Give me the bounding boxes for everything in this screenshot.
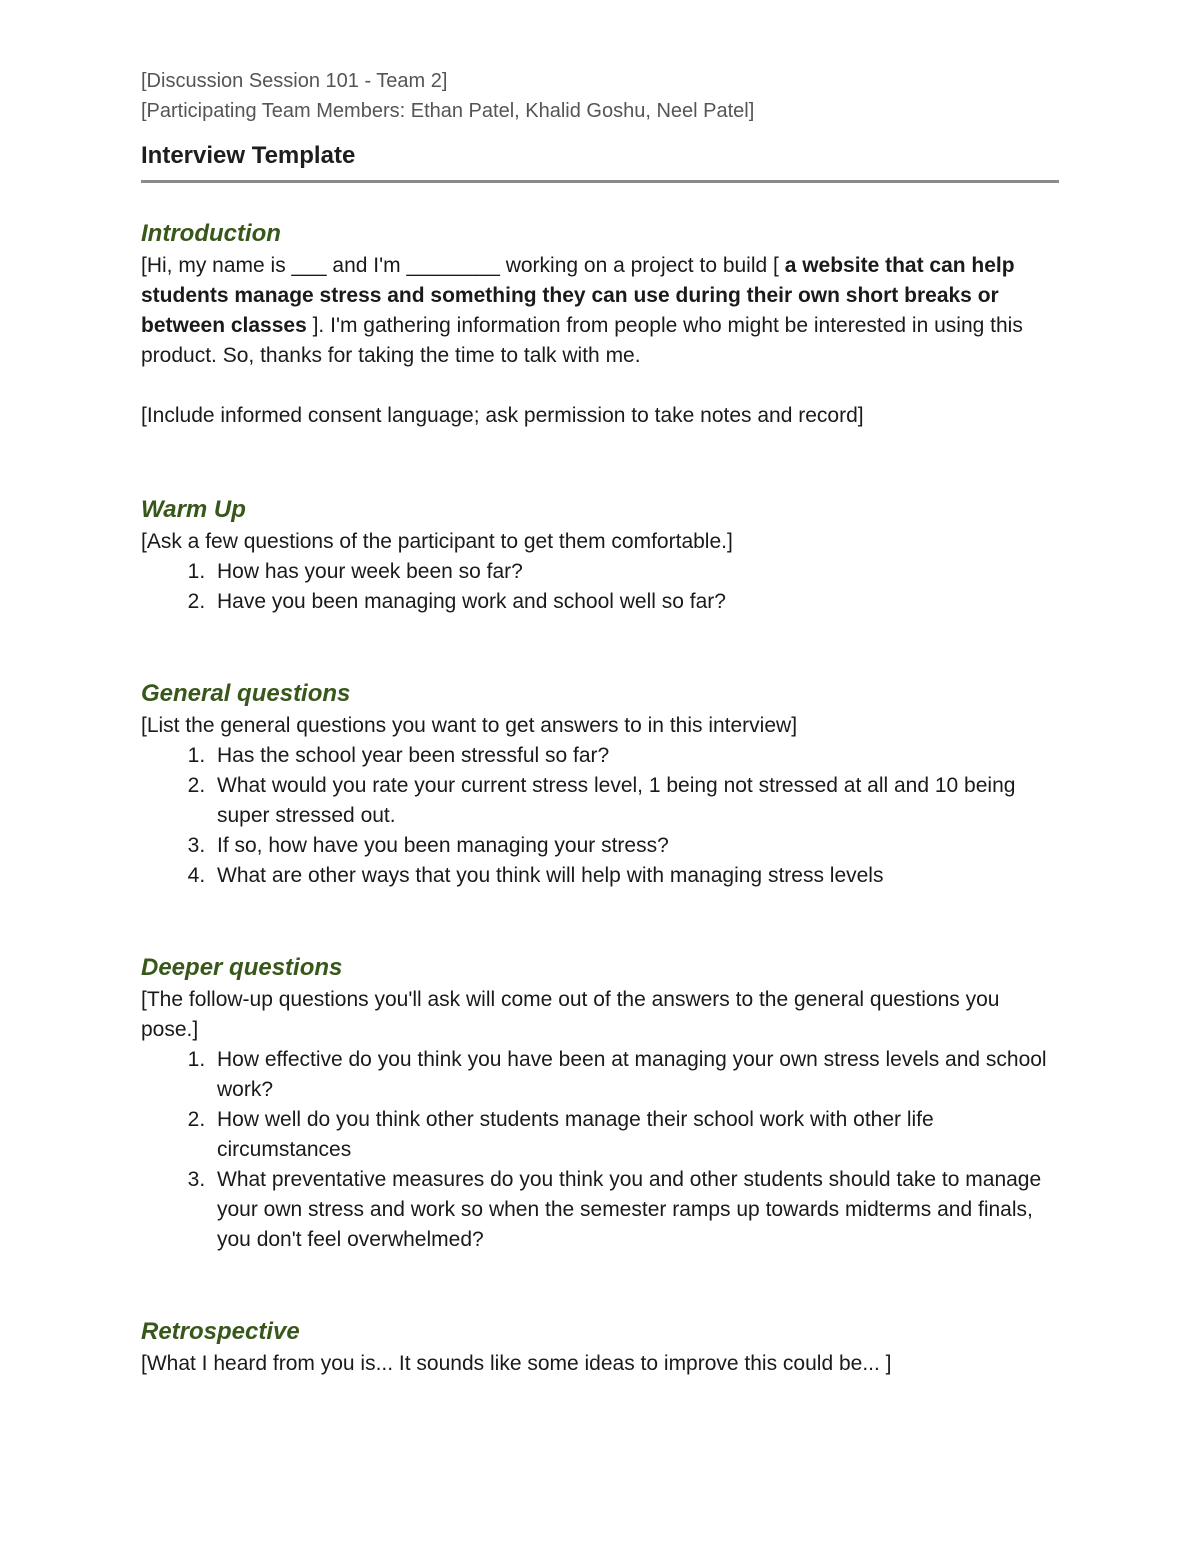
title-divider: [141, 180, 1059, 183]
warm-up-section: [141, 493, 1059, 617]
introduction-suffix: ]. I'm gathering information from people who might be interested in using this product. So, thanks for taking the time to talk with me.: [141, 314, 1023, 367]
team-members-line: [Participating Team Members: Ethan Patel, Khalid Goshu, Neel Patel]: [141, 100, 755, 122]
introduction-section: [141, 217, 1059, 431]
list-item: 2. Have you been managing work and school well so far?: [211, 587, 1059, 617]
consent-instruction: [Include informed consent language; ask permission to take notes and record]: [141, 404, 864, 427]
warm-up-heading: Warm Up: [141, 496, 246, 523]
list-item: 3. What preventative measures do you think you and other students should take to manage your own stress and work so when the semester ramps up towards midterms and finals, you don't feel overwhelmed?: [211, 1165, 1059, 1255]
document-title: Interview Template: [141, 142, 356, 169]
introduction-prefix: [Hi, my name is ___ and I'm ________ working on a project to build [: [141, 254, 785, 277]
introduction-heading: Introduction: [141, 220, 281, 247]
deeper-questions-instruction: [The follow-up questions you'll ask will come out of the answers to the general questions you pose.]: [141, 988, 1000, 1041]
list-item: 1. How effective do you think you have been at managing your own stress levels and school work?: [211, 1045, 1059, 1105]
list-item: 1. Has the school year been stressful so far?: [211, 741, 1059, 771]
list-item: 2. How well do you think other students manage their school work with other life circumstances: [211, 1105, 1059, 1165]
list-item: 2. What would you rate your current stress level, 1 being not stressed at all and 10 being super stressed out.: [211, 771, 1059, 831]
deeper-questions-heading: Deeper questions: [141, 954, 343, 981]
general-questions-instruction: [List the general questions you want to get answers to in this interview]: [141, 714, 798, 737]
list-item: 4. What are other ways that you think will help with managing stress levels: [211, 861, 1059, 891]
list-item: 1. How has your week been so far?: [211, 557, 1059, 587]
general-questions-heading: General questions: [141, 680, 351, 707]
introduction-paragraph: [141, 251, 1059, 371]
general-questions-section: [141, 677, 1059, 891]
warm-up-instruction: [Ask a few questions of the participant to get them comfortable.]: [141, 530, 733, 553]
retrospective-heading: Retrospective: [141, 1318, 300, 1345]
list-item: 3. If so, how have you been managing your stress?: [211, 831, 1059, 861]
general-question-list: [141, 741, 1059, 891]
warm-up-question-list: [141, 557, 1059, 617]
retrospective-section: [141, 1315, 1059, 1379]
retrospective-text: [What I heard from you is... It sounds like some ideas to improve this could be... ]: [141, 1352, 892, 1375]
introduction-product-description: a website that can help students manage stress and something they can use during their own short breaks or between classes: [141, 254, 1015, 337]
session-line: [Discussion Session 101 - Team 2]: [141, 70, 448, 92]
deeper-question-list: [141, 1045, 1059, 1255]
deeper-questions-section: [141, 951, 1059, 1255]
document-page: [141, 66, 1059, 1379]
